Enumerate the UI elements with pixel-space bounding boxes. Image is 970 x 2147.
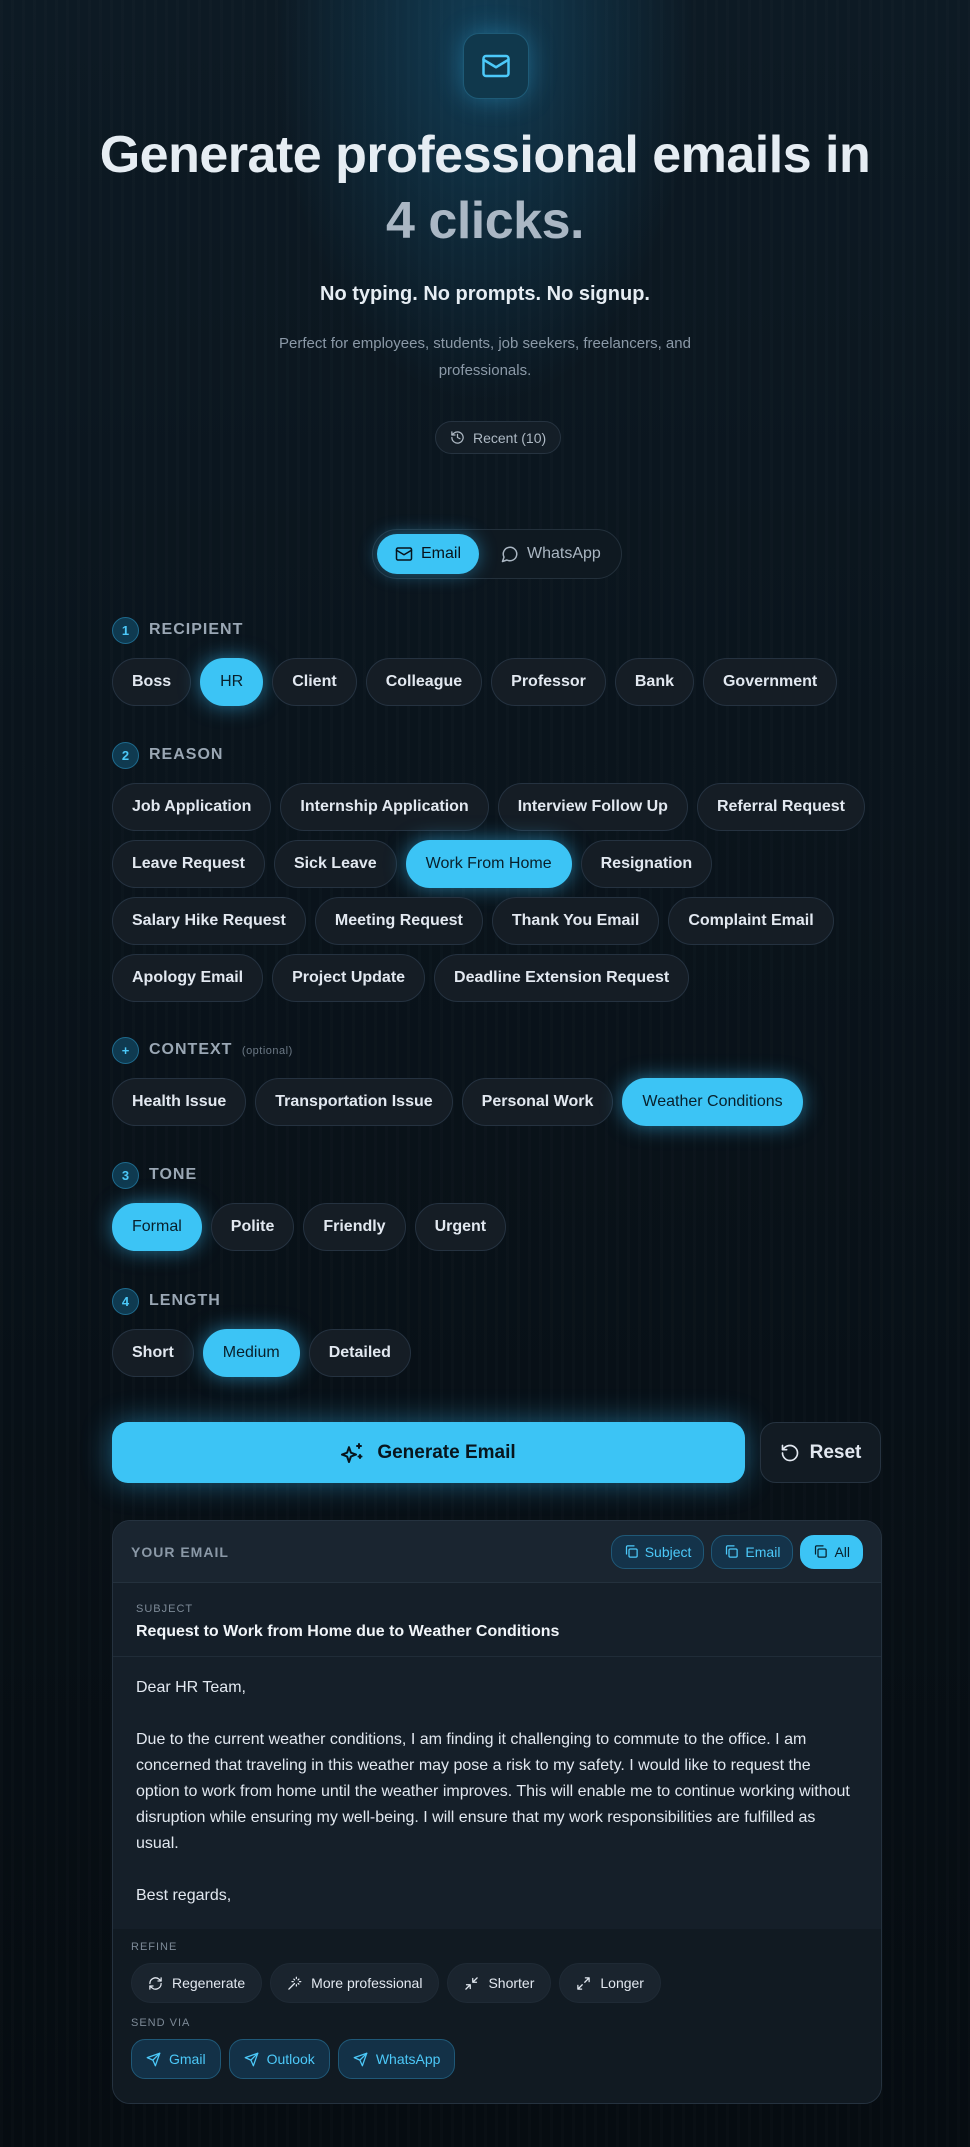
- step-number: 2: [112, 742, 139, 769]
- refine-actions: [131, 1963, 865, 2003]
- reason-chip-thank-you-email[interactable]: Thank You Email: [492, 897, 659, 945]
- hero-subtitle: Perfect for employees, students, job seekers, freelancers, and professionals.: [279, 335, 691, 379]
- refine-panel: [113, 1929, 882, 2104]
- mode-email-label: Email: [421, 545, 462, 562]
- mode-whatsapp-label: WhatsApp: [527, 545, 601, 562]
- recipient-chip-hr[interactable]: HR: [200, 658, 263, 706]
- context-chip-personal-work[interactable]: Personal Work: [462, 1078, 614, 1126]
- hero-tagline: No typing. No prompts. No signup.: [320, 283, 650, 305]
- section-title: RECIPIENT: [149, 621, 244, 638]
- send-outlook-button[interactable]: [229, 2039, 330, 2079]
- copy-all-label: All: [834, 1543, 850, 1560]
- recent-label: Recent (10): [473, 429, 547, 446]
- tone-chip-polite[interactable]: Polite: [211, 1203, 295, 1251]
- shorter-label: Shorter: [488, 1975, 535, 1991]
- history-icon: [450, 430, 465, 445]
- result-title: YOUR EMAIL: [131, 1543, 229, 1560]
- context-options: [112, 1078, 882, 1126]
- copy-all-button[interactable]: [800, 1535, 863, 1569]
- copy-icon: [624, 1544, 639, 1559]
- recipient-chip-government[interactable]: Government: [703, 658, 837, 706]
- copy-subject-button[interactable]: [611, 1535, 705, 1569]
- reason-chip-referral-request[interactable]: Referral Request: [697, 783, 865, 831]
- reason-chip-interview-follow-up[interactable]: Interview Follow Up: [498, 783, 688, 831]
- mail-icon: [395, 545, 413, 563]
- email-body: [113, 1657, 881, 1929]
- hero-title-line1: Generate professional emails in: [99, 126, 871, 184]
- minimize-icon: [464, 1976, 479, 1991]
- more-professional-label: More professional: [311, 1975, 423, 1991]
- regenerate-button[interactable]: [131, 1963, 262, 2003]
- email-paragraph: Due to the current weather conditions, I am finding it challenging to commute to the office. I am concerned that traveling in this weather may pose a risk to my safety. I would like to request the option to work from home until the weather improves. This will enable me to continue working without disruption while ensuring my well-being. I will ensure that my work responsibilities are fulfilled as usual.: [136, 1731, 850, 1852]
- reason-section: [112, 741, 882, 1002]
- recipient-options: [112, 658, 882, 706]
- length-options: [112, 1329, 882, 1377]
- reason-chip-resignation[interactable]: Resignation: [581, 840, 713, 888]
- outlook-label: Outlook: [266, 2051, 315, 2067]
- tone-chip-urgent[interactable]: Urgent: [415, 1203, 507, 1251]
- send-via-label: SEND VIA: [131, 2017, 191, 2029]
- length-chip-short[interactable]: Short: [112, 1329, 194, 1377]
- refresh-icon: [148, 1976, 163, 1991]
- length-section: [112, 1287, 882, 1377]
- gmail-label: Gmail: [169, 2051, 206, 2067]
- send-actions: [131, 2039, 865, 2079]
- reason-chip-internship-application[interactable]: Internship Application: [280, 783, 488, 831]
- section-title: TONE: [149, 1166, 198, 1183]
- maximize-icon: [576, 1976, 591, 1991]
- whatsapp-label: WhatsApp: [375, 2051, 441, 2067]
- tone-chip-friendly[interactable]: Friendly: [303, 1203, 405, 1251]
- send-whatsapp-button[interactable]: [338, 2039, 456, 2079]
- longer-label: Longer: [600, 1975, 644, 1991]
- recipient-chip-professor[interactable]: Professor: [491, 658, 606, 706]
- result-header: [113, 1521, 881, 1583]
- copy-subject-label: Subject: [644, 1543, 692, 1560]
- context-chip-transportation-issue[interactable]: Transportation Issue: [255, 1078, 452, 1126]
- reason-chip-sick-leave[interactable]: Sick Leave: [274, 840, 397, 888]
- email-result-card: [112, 1520, 882, 2104]
- step-number: 1: [112, 617, 139, 644]
- recipient-chip-client[interactable]: Client: [272, 658, 356, 706]
- send-icon: [353, 2052, 368, 2067]
- tone-options: [112, 1203, 882, 1251]
- recipient-chip-colleague[interactable]: Colleague: [366, 658, 482, 706]
- more-professional-button[interactable]: [270, 1963, 439, 2003]
- step-number: +: [112, 1037, 139, 1064]
- reason-chip-project-update[interactable]: Project Update: [272, 954, 425, 1002]
- send-icon: [244, 2052, 259, 2067]
- hero-title: [85, 122, 885, 254]
- copy-email-button[interactable]: [711, 1535, 793, 1569]
- subject-block: [113, 1583, 881, 1657]
- recipient-section: [112, 616, 882, 706]
- optional-label: (optional): [241, 1045, 293, 1057]
- hero-mail-icon: [463, 33, 529, 99]
- hero-title-line2: 4 clicks.: [386, 192, 584, 250]
- refine-label: REFINE: [131, 1941, 178, 1953]
- section-title: LENGTH: [149, 1292, 221, 1309]
- copy-icon: [813, 1544, 828, 1559]
- reset-button[interactable]: [760, 1422, 881, 1483]
- reason-options: [112, 783, 882, 1002]
- context-section: [112, 1036, 882, 1126]
- reason-chip-deadline-extension-request[interactable]: Deadline Extension Request: [434, 954, 689, 1002]
- tone-chip-formal[interactable]: Formal: [112, 1203, 202, 1251]
- reason-chip-work-from-home[interactable]: Work From Home: [406, 840, 572, 888]
- reason-chip-job-application[interactable]: Job Application: [112, 783, 271, 831]
- reason-chip-meeting-request[interactable]: Meeting Request: [315, 897, 483, 945]
- copy-email-label: Email: [745, 1543, 781, 1560]
- copy-icon: [724, 1544, 739, 1559]
- send-gmail-button[interactable]: [131, 2039, 221, 2079]
- generate-email-label: Generate Email: [377, 1441, 516, 1463]
- mode-email-button[interactable]: [377, 534, 479, 574]
- generate-email-button[interactable]: [112, 1422, 745, 1483]
- length-chip-detailed[interactable]: Detailed: [309, 1329, 411, 1377]
- message-circle-icon: [501, 545, 519, 563]
- reset-label: Reset: [809, 1441, 862, 1463]
- copy-buttons: [611, 1535, 863, 1569]
- email-greeting: Dear HR Team,: [136, 1679, 246, 1696]
- subject-label: SUBJECT: [136, 1603, 194, 1615]
- section-title: [149, 1041, 293, 1059]
- regenerate-label: Regenerate: [172, 1975, 246, 1991]
- sparkles-icon: [341, 1441, 365, 1465]
- step-number: 3: [112, 1162, 139, 1189]
- step-number: 4: [112, 1288, 139, 1315]
- longer-button[interactable]: [559, 1963, 661, 2003]
- context-chip-health-issue[interactable]: Health Issue: [112, 1078, 246, 1126]
- recipient-chip-boss[interactable]: Boss: [112, 658, 191, 706]
- shorter-button[interactable]: [447, 1963, 551, 2003]
- rotate-ccw-icon: [780, 1443, 800, 1463]
- mode-toggle: [372, 529, 622, 579]
- reason-chip-complaint-email[interactable]: Complaint Email: [668, 897, 833, 945]
- length-chip-medium[interactable]: Medium: [203, 1329, 300, 1377]
- tone-section: [112, 1161, 882, 1251]
- email-signoff: Best regards,: [136, 1887, 232, 1904]
- context-chip-weather-conditions[interactable]: Weather Conditions: [622, 1078, 802, 1126]
- mode-whatsapp-button[interactable]: [483, 534, 619, 574]
- reason-chip-apology-email[interactable]: Apology Email: [112, 954, 263, 1002]
- reason-chip-salary-hike-request[interactable]: Salary Hike Request: [112, 897, 306, 945]
- reason-chip-leave-request[interactable]: Leave Request: [112, 840, 265, 888]
- context-title: CONTEXT: [149, 1041, 233, 1058]
- recipient-chip-bank[interactable]: Bank: [615, 658, 694, 706]
- send-icon: [146, 2052, 161, 2067]
- recent-button[interactable]: [435, 421, 561, 454]
- section-title: REASON: [149, 746, 224, 763]
- subject-text: Request to Work from Home due to Weather Conditions: [136, 1623, 560, 1640]
- wand-icon: [287, 1976, 302, 1991]
